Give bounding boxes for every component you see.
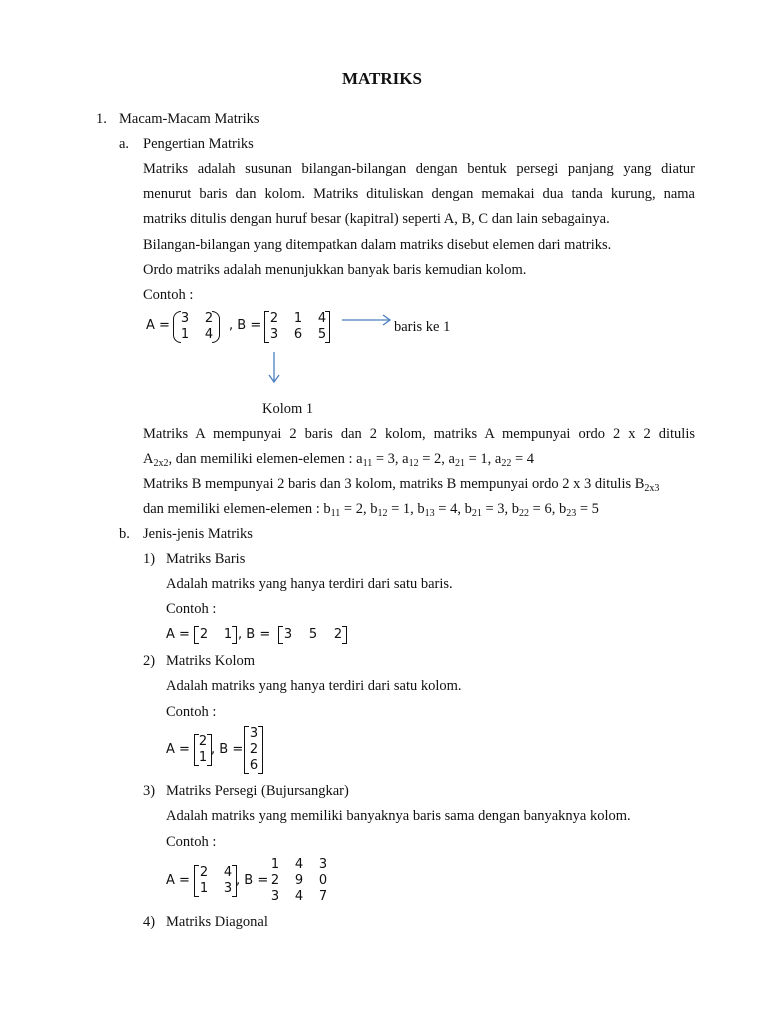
paragraph-line: Ordo matriks adalah menunjukkan banyak baris kemudian kolom. xyxy=(143,262,527,278)
item-heading: Matriks Persegi (Bujursangkar) xyxy=(166,783,349,799)
matrix-label: , B = xyxy=(229,318,262,333)
matrix-cell: 3 xyxy=(269,327,279,342)
subsection-heading: Jenis-jenis Matriks xyxy=(143,526,253,542)
item-number: 1) xyxy=(143,551,156,567)
right-bracket xyxy=(258,726,263,774)
example-label: Contoh : xyxy=(166,704,217,720)
matrix-label: , B = xyxy=(236,873,269,888)
matrix-cell: 3 xyxy=(318,857,328,872)
matrix-cell: 3 xyxy=(270,889,280,904)
paragraph-line: $A_{2x2}$, dan memiliki elemen-elemen : $a_{11} = 3$, $a_{12} = 2$, $a_{21} = 1$, $a_{22} = 4$ xyxy=(143,451,535,469)
subsection-letter: a. xyxy=(119,136,130,152)
matrix-cell: 7 xyxy=(318,889,328,904)
matrix-label: , B = xyxy=(238,627,271,642)
matrix-cell: 2 xyxy=(198,734,208,749)
item-number: 2) xyxy=(143,653,156,669)
paragraph-line: Matriks adalah susunan bilangan-bilangan dengan bentuk persegi panjang yang diatur xyxy=(143,161,695,177)
row-annotation: baris ke 1 xyxy=(394,319,451,335)
matrix-cell: 4 xyxy=(204,327,214,342)
matrix-cell: 2 xyxy=(249,742,259,757)
matrix-label: A = xyxy=(146,318,170,333)
subsection-heading: Pengertian Matriks xyxy=(143,136,254,152)
matrix-cell: 2 xyxy=(270,873,280,888)
matrix-label: A = xyxy=(166,873,190,888)
right-arrow-icon xyxy=(340,312,396,328)
matrix-cell: 6 xyxy=(249,758,259,773)
matrix-cell: 1 xyxy=(293,311,303,326)
matrix-cell: 2 xyxy=(199,627,209,642)
matrix-cell: 1 xyxy=(270,857,280,872)
subsection-letter: b. xyxy=(119,526,130,542)
right-bracket xyxy=(325,311,330,343)
right-paren xyxy=(212,311,220,343)
matrix-label: A = xyxy=(166,627,190,642)
matrix-cell: 2 xyxy=(269,311,279,326)
matrix-cell: 0 xyxy=(318,873,328,888)
paragraph-line: Matriks A mempunyai 2 baris dan 2 kolom, matriks A mempunyai ordo 2 x 2 ditulis xyxy=(143,426,695,442)
matrix-cell: 2 xyxy=(333,627,343,642)
paragraph-line: Matriks B mempunyai 2 baris dan 3 kolom, matriks B mempunyai ordo 2 x 3 ditulis $B_{2x3}$ xyxy=(143,476,660,494)
matrix-cell: 4 xyxy=(294,857,304,872)
matrix-cell: 2 xyxy=(199,865,209,880)
example-label: Contoh : xyxy=(166,834,217,850)
section-heading: Macam-Macam Matriks xyxy=(119,111,260,127)
matrix-cell: 2 xyxy=(204,311,214,326)
matrix-label: , B = xyxy=(211,742,244,757)
matrix-cell: 1 xyxy=(223,627,233,642)
down-arrow-icon xyxy=(266,350,282,386)
matrix-cell: 3 xyxy=(223,881,233,896)
paragraph-line: Bilangan-bilangan yang ditempatkan dalam matriks disebut elemen dari matriks. xyxy=(143,237,612,253)
example-label: Contoh : xyxy=(166,601,217,617)
item-description: Adalah matriks yang hanya terdiri dari satu kolom. xyxy=(166,678,462,694)
matrix-cell: 5 xyxy=(317,327,327,342)
matrix-cell: 3 xyxy=(283,627,293,642)
matrix-cell: 1 xyxy=(199,881,209,896)
item-description: Adalah matriks yang memiliki banyaknya baris sama dengan banyaknya kolom. xyxy=(166,808,631,824)
example-label: Contoh : xyxy=(143,287,194,303)
matrix-cell: 4 xyxy=(317,311,327,326)
right-bracket xyxy=(232,626,237,644)
matrix-label: A = xyxy=(166,742,190,757)
paragraph-line: dan memiliki elemen-elemen : $b_{11} = 2$, $b_{12} = 1$, $b_{13} = 4$, $b_{21} = 3$, $b_{22} = 6$, $b_{23} = 5$ xyxy=(143,501,599,519)
paragraph-line: matriks ditulis dengan huruf besar (kapitral) seperti A, B, C dan lain sebagainya. xyxy=(143,211,610,227)
matrix-cell: 1 xyxy=(198,750,208,765)
page-title: MATRIKS xyxy=(342,69,422,88)
matrix-cell: 3 xyxy=(249,726,259,741)
matrix-cell: 4 xyxy=(223,865,233,880)
matrix-cell: 1 xyxy=(180,327,190,342)
item-heading: Matriks Diagonal xyxy=(166,914,268,930)
matrix-cell: 9 xyxy=(294,873,304,888)
right-bracket xyxy=(342,626,347,644)
column-annotation: Kolom 1 xyxy=(262,401,314,417)
item-number: 4) xyxy=(143,914,156,930)
paragraph-line: menurut baris dan kolom. Matriks dituliskan dengan memakai dua tanda kurung, nama xyxy=(143,186,695,202)
matrix-cell: 6 xyxy=(293,327,303,342)
section-number: 1. xyxy=(96,111,107,127)
matrix-cell: 3 xyxy=(180,311,190,326)
item-heading: Matriks Kolom xyxy=(166,653,256,669)
matrix-cell: 4 xyxy=(294,889,304,904)
item-heading: Matriks Baris xyxy=(166,551,246,567)
item-description: Adalah matriks yang hanya terdiri dari satu baris. xyxy=(166,576,453,592)
matrix-cell: 5 xyxy=(308,627,318,642)
item-number: 3) xyxy=(143,783,156,799)
